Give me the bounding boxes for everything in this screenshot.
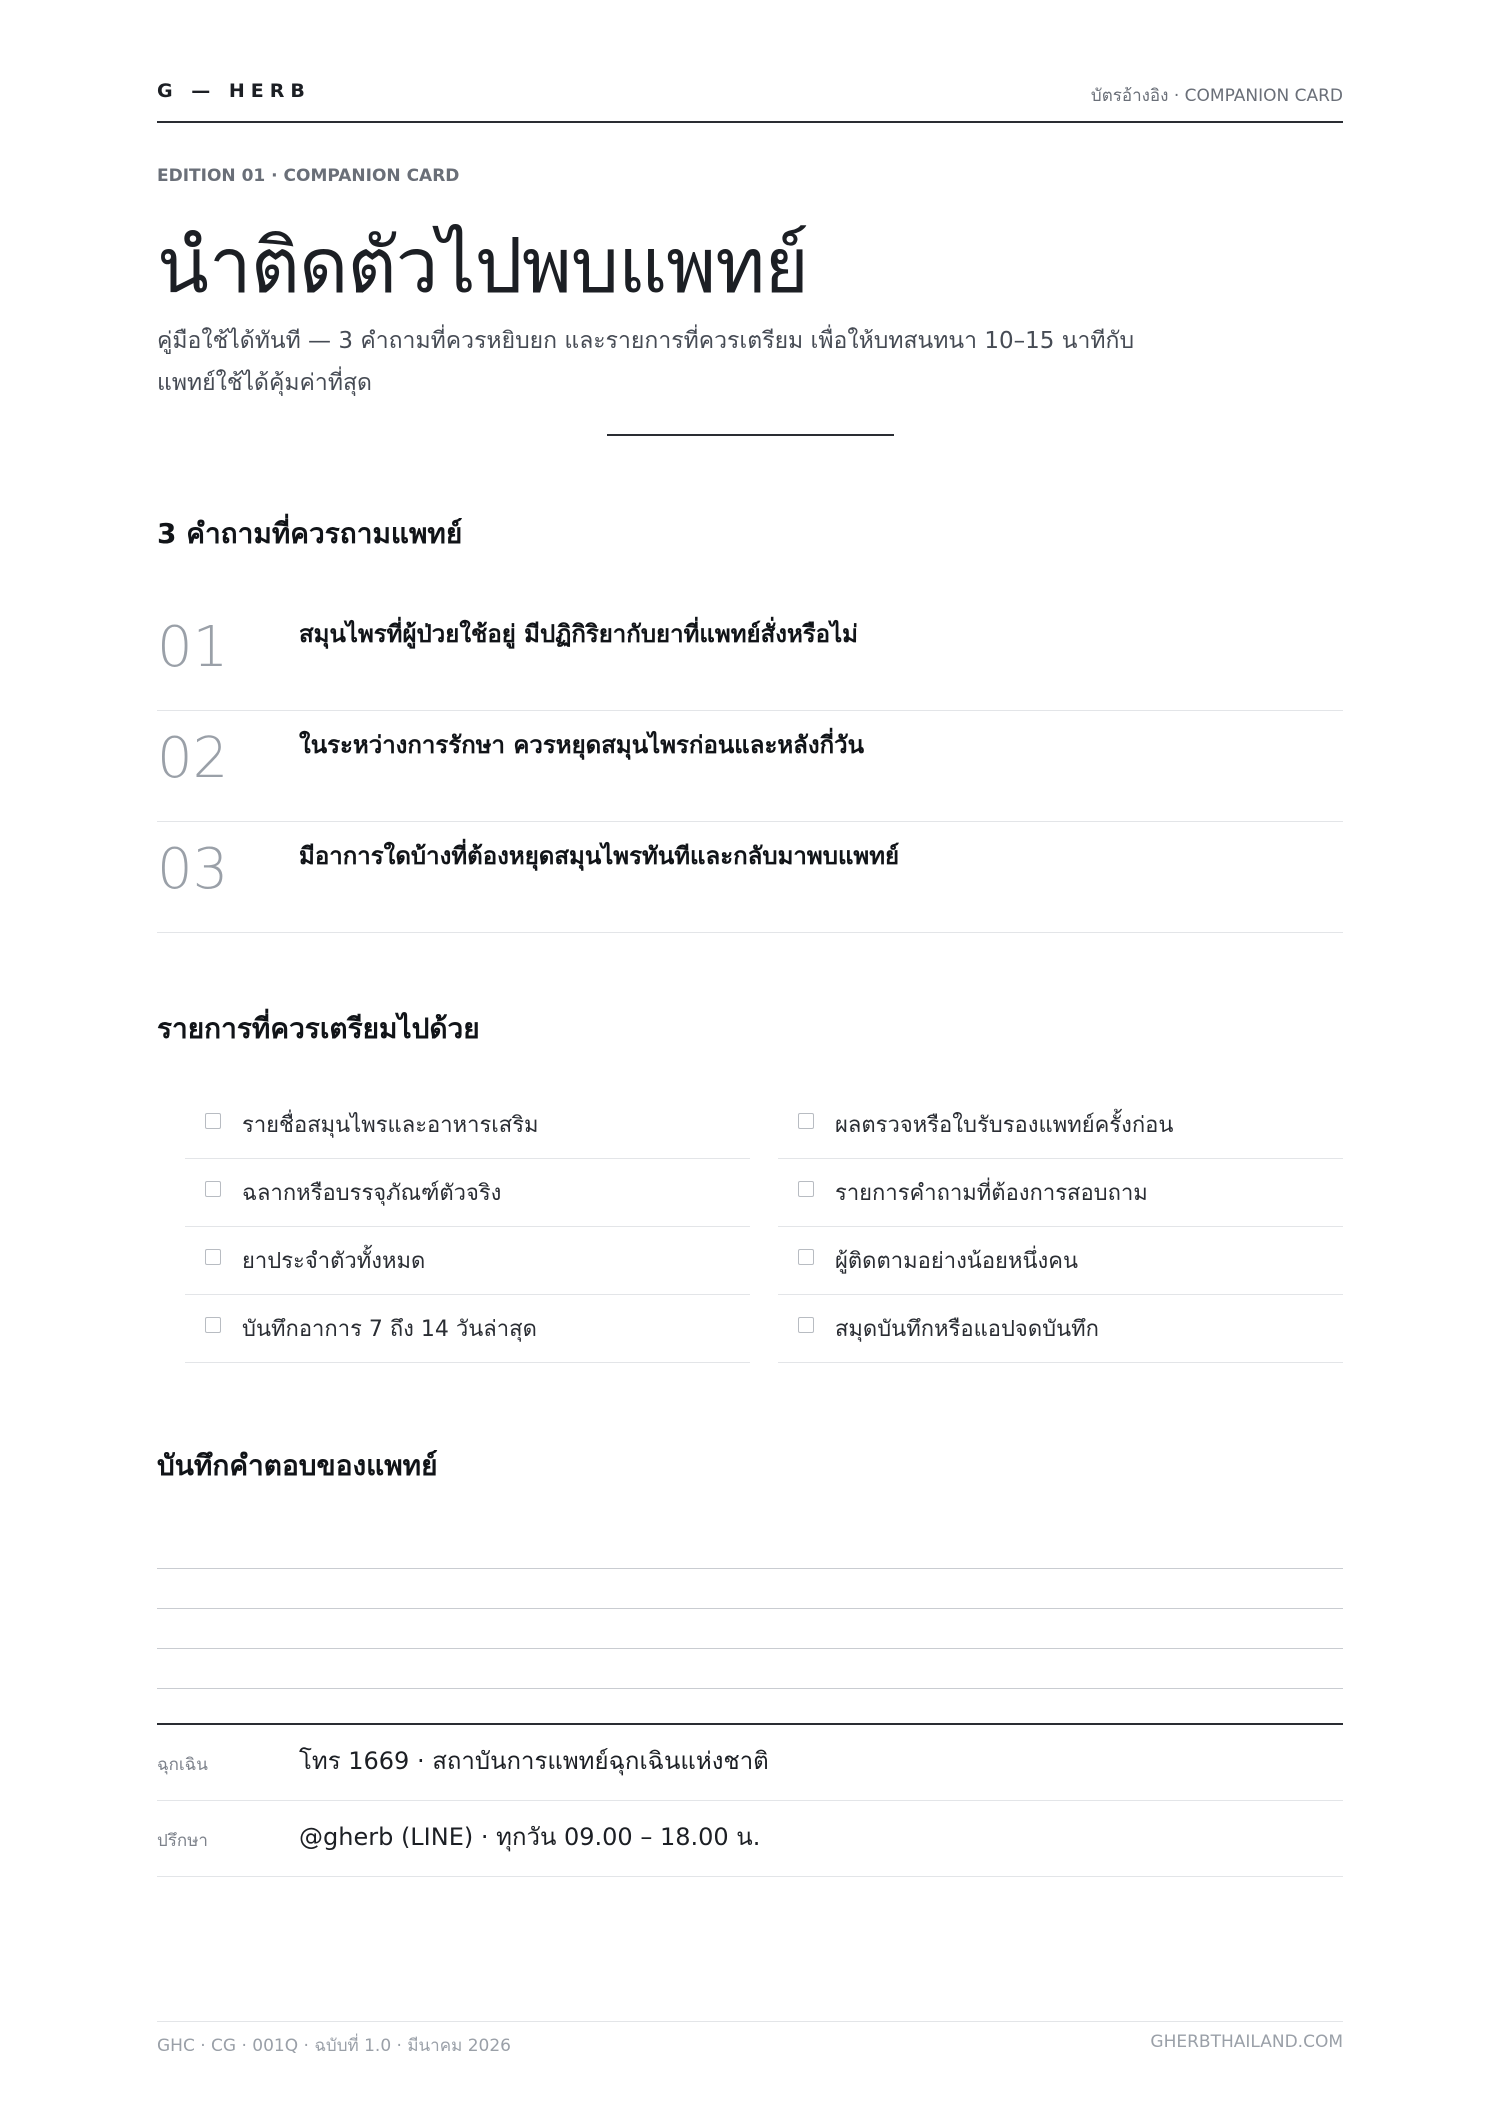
checklist-item[interactable] xyxy=(778,1159,1343,1227)
checklist-item-label: ฉลากหรือบรรจุภัณฑ์ตัวจริง xyxy=(242,1181,502,1206)
checklist-item[interactable] xyxy=(185,1227,750,1295)
checkbox[interactable] xyxy=(798,1113,814,1129)
question-row xyxy=(157,600,1343,711)
checklist-item-label: รายชื่อสมุนไพรและอาหารเสริม xyxy=(242,1113,539,1138)
checklist-heading: รายการที่ควรเตรียมไปด้วย xyxy=(157,1012,480,1045)
checkbox[interactable] xyxy=(205,1113,221,1129)
checklist-item-label: ผลตรวจหรือใบรับรองแพทย์ครั้งก่อน xyxy=(835,1113,1174,1138)
question-row xyxy=(157,822,1343,933)
footer-rule xyxy=(157,2021,1343,2022)
header-doc-label: บัตรอ้างอิง · COMPANION CARD xyxy=(1090,86,1343,106)
question-text: มีอาการใดบ้างที่ต้องหยุดสมุนไพรทันทีและกลับมาพบแพทย์ xyxy=(299,842,900,870)
edition-label: EDITION 01 · COMPANION CARD xyxy=(157,166,460,186)
checkbox[interactable] xyxy=(798,1181,814,1197)
checklist-right-column xyxy=(778,1091,1343,1363)
companion-card-page xyxy=(157,0,1343,2105)
checkbox[interactable] xyxy=(205,1249,221,1265)
notes-heading: บันทึกคำตอบของแพทย์ xyxy=(157,1449,438,1482)
contact-value: @gherb (LINE) · ทุกวัน 09.00 – 18.00 น. xyxy=(299,1823,761,1851)
top-bar xyxy=(157,78,1343,123)
checklist-item[interactable] xyxy=(185,1091,750,1159)
contact-value: โทร 1669 · สถาบันการแพทย์ฉุกเฉินแห่งชาติ xyxy=(299,1747,769,1775)
checklist-item-label: ผู้ติดตามอย่างน้อยหนึ่งคน xyxy=(835,1249,1078,1274)
checklist-item[interactable] xyxy=(778,1091,1343,1159)
checkbox[interactable] xyxy=(205,1317,221,1333)
checklist-item[interactable] xyxy=(778,1295,1343,1363)
question-number: 03 xyxy=(157,837,229,902)
checklist-item-label: บันทึกอาการ 7 ถึง 14 วันล่าสุด xyxy=(242,1317,537,1342)
question-text: สมุนไพรที่ผู้ป่วยใช้อยู่ มีปฏิกิริยากับยาที่แพทย์สั่งหรือไม่ xyxy=(299,620,858,648)
footer-doc-code: GHC · CG · 001Q · ฉบับที่ 1.0 · มีนาคม 2026 xyxy=(157,2036,511,2056)
checkbox[interactable] xyxy=(798,1249,814,1265)
question-text: ในระหว่างการรักษา ควรหยุดสมุนไพรก่อนและหลังกี่วัน xyxy=(299,731,864,759)
checklist-item[interactable] xyxy=(778,1227,1343,1295)
brand-logo: G — HERB xyxy=(157,80,311,102)
checkbox[interactable] xyxy=(798,1317,814,1333)
questions-heading: 3 คำถามที่ควรถามแพทย์ xyxy=(157,517,463,550)
checkbox[interactable] xyxy=(205,1181,221,1197)
contact-row-consult xyxy=(157,1801,1343,1877)
note-writing-line[interactable] xyxy=(157,1608,1343,1609)
note-writing-line[interactable] xyxy=(157,1568,1343,1569)
checklist-left-column xyxy=(185,1091,750,1363)
checklist-item[interactable] xyxy=(185,1159,750,1227)
note-writing-line[interactable] xyxy=(157,1648,1343,1649)
contact-label: ปรึกษา xyxy=(157,1831,208,1851)
checklist-item-label: รายการคำถามที่ต้องการสอบถาม xyxy=(835,1181,1148,1206)
page-subtitle: คู่มือใช้ได้ทันที — 3 คำถามที่ควรหยิบยก และรายการที่ควรเตรียม เพื่อให้บทสนทนา 10–15 นาทีกับแพทย์ใช้ได้คุ้มค่าที่สุด xyxy=(157,328,1135,396)
question-number: 01 xyxy=(157,615,229,680)
question-row xyxy=(157,711,1343,822)
note-writing-line[interactable] xyxy=(157,1688,1343,1689)
question-number: 02 xyxy=(157,726,229,791)
checklist-item-label: ยาประจำตัวทั้งหมด xyxy=(242,1249,426,1274)
contact-row-emergency xyxy=(157,1725,1343,1801)
footer-website-link[interactable]: GHERBTHAILAND.COM xyxy=(1150,2032,1343,2052)
title-divider xyxy=(607,434,894,436)
checklist-item[interactable] xyxy=(185,1295,750,1363)
page-title: นำติดตัวไปพบแพทย์ xyxy=(157,221,808,310)
contact-label: ฉุกเฉิน xyxy=(157,1755,208,1775)
checklist-item-label: สมุดบันทึกหรือแอปจดบันทึก xyxy=(835,1317,1099,1342)
